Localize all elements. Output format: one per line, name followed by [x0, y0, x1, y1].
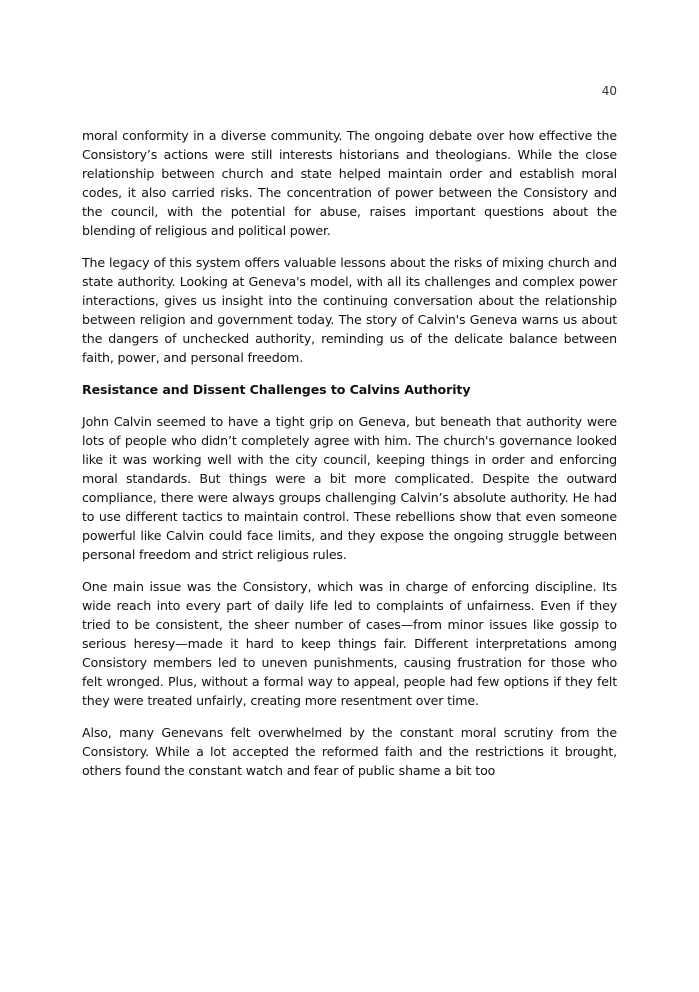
page-body [82, 126, 617, 793]
paragraph-consistory-issue: One main issue was the Consistory, which was in charge of enforcing discipline. Its wide reach into every part of daily life led to complaints of unfairness. Even if they tried to be consistent, the sheer number of cases—from minor issues like gossip to serious heresy—made it hard to keep things fair. Different interpretations among Consistory members led to uneven punishments, causing frustration for those who felt wronged. Plus, without a formal way to appeal, people had few options if they felt they were treated unfairly, creating more resentment over time. [82, 579, 617, 708]
paragraph-legacy: The legacy of this system offers valuable lessons about the risks of mixing church and state authority. Looking at Geneva's model, with all its challenges and complex power interactions, gives us insight into the continuing conversation about the relationship between religion and government today. The story of Calvin's Geneva warns us about the dangers of unchecked authority, reminding us of the delicate balance between faith, power, and personal freedom. [82, 255, 617, 365]
paragraph-continuation: moral conformity in a diverse community. The ongoing debate over how effective the Consistory’s actions were still interests historians and theologians. While the close relationship between church and state helped maintain order and establish moral codes, it also carried risks. The concentration of power between the Consistory and the council, with the potential for abuse, raises important questions about the blending of religious and political power. [82, 128, 617, 238]
page-number: 40 [601, 84, 617, 98]
section-heading: Resistance and Dissent Challenges to Calvins Authority [82, 382, 471, 397]
paragraph-moral-scrutiny: Also, many Genevans felt overwhelmed by the constant moral scrutiny from the Consistory. While a lot accepted the reformed faith and the restrictions it brought, others found the constant watch and fear of public shame a bit too [82, 725, 617, 778]
paragraph-calvin-grip: John Calvin seemed to have a tight grip on Geneva, but beneath that authority were lots of people who didn’t completely agree with him. The church's governance looked like it was working well with the city council, keeping things in order and enforcing moral standards. But things were a bit more complicated. Despite the outward compliance, there were always groups challenging Calvin’s absolute authority. He had to use different tactics to maintain control. These rebellions show that even someone powerful like Calvin could face limits, and they expose the ongoing struggle between personal freedom and strict religious rules. [82, 414, 617, 562]
